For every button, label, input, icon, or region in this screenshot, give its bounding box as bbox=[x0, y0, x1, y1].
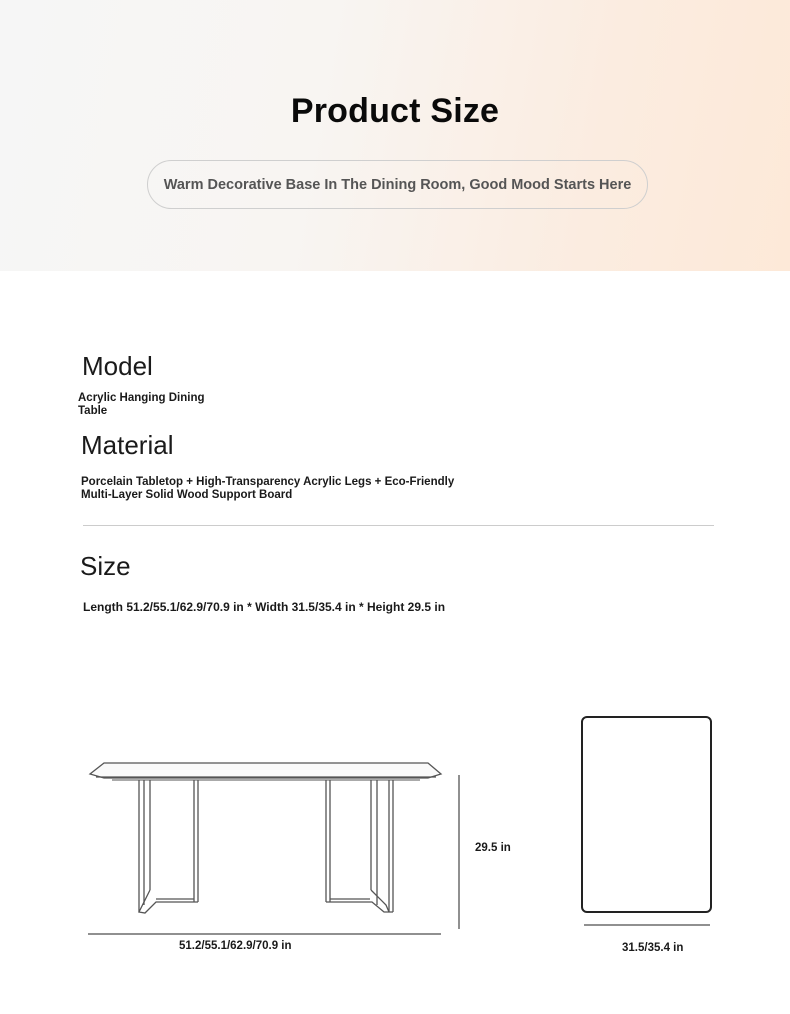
page-title: Product Size bbox=[290, 92, 500, 130]
table-front-view bbox=[90, 763, 441, 913]
table-top-view bbox=[582, 717, 711, 912]
model-value-line1: Acrylic Hanging Dining bbox=[78, 392, 205, 404]
size-heading: Size bbox=[80, 551, 131, 581]
width-label: 31.5/35.4 in bbox=[622, 942, 684, 954]
material-value-line2: Multi-Layer Solid Wood Support Board bbox=[81, 489, 293, 501]
height-label: 29.5 in bbox=[475, 842, 511, 854]
model-value-line2: Table bbox=[78, 405, 108, 417]
size-value: Length 51.2/55.1/62.9/70.9 in * Width 31.5/35.4 in * Height 29.5 in bbox=[83, 600, 446, 614]
length-label: 51.2/55.1/62.9/70.9 in bbox=[179, 940, 292, 952]
subtitle-pill: Warm Decorative Base In The Dining Room, Good Mood Starts Here bbox=[147, 160, 648, 209]
model-heading: Model bbox=[82, 351, 153, 381]
material-value-line1: Porcelain Tabletop + High-Transparency Acrylic Legs + Eco-Friendly bbox=[81, 476, 455, 488]
material-heading: Material bbox=[81, 430, 174, 460]
